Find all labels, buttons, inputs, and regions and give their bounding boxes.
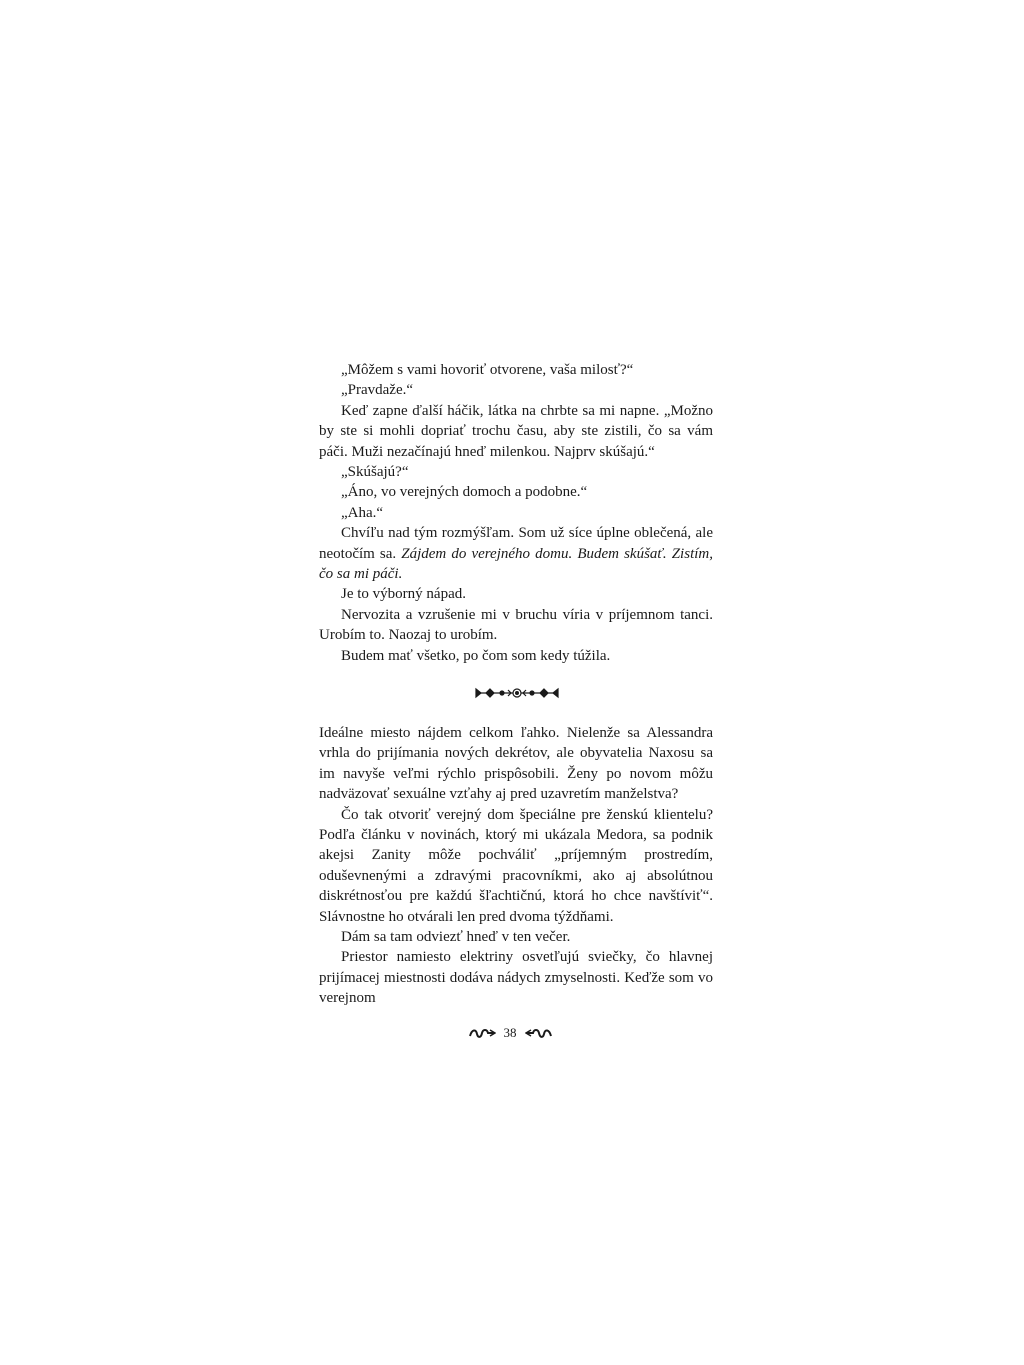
paragraph: Dám sa tam odviezť hneď v ten večer. — [341, 929, 571, 946]
paragraph: „Môžem s vami hovoriť otvorene, vaša milosť?“ — [341, 362, 634, 378]
text-section-1 — [319, 360, 713, 666]
paragraph: „Áno, vo verejných domoch a podobne.“ — [341, 484, 588, 501]
paragraph: Keď zapne ďalší háčik, látka na chrbte sa mi napne. „Možno by ste si mohli dopriať trochu času, aby ste zistili, čo sa vám páči. Muži nezačínajú hneď milenkou. Najprv skúšajú.“ — [319, 402, 713, 460]
paragraph — [319, 523, 713, 584]
folio-right-ornament-icon — [525, 1027, 553, 1039]
scene-break-ornament-icon — [474, 686, 560, 700]
paragraph: Čo tak otvoriť verejný dom špeciálne pre ženskú klientelu? Podľa článku v novinách, ktorý mi ukázala Medora, sa podnik akejsi Zanity môže pochváliť „príjemným prostredím, oduševnenými a zdravými pracovníkmi, ako aj absolútnou diskrétnosťou pre každú šľachtičnú, ktorá ho chce navštíviť“. Slávnostne ho otvárali len pred dvoma týždňami. — [319, 806, 713, 925]
paragraph: Budem mať všetko, po čom som kedy túžila. — [341, 647, 611, 664]
page-folio — [440, 1023, 580, 1043]
italic-thought: Zájdem do verejného domu. Budem skúšať. Zistím, čo sa mi páči. — [319, 545, 713, 583]
folio-left-ornament-icon — [468, 1027, 496, 1039]
paragraph: Nervozita a vzrušenie mi v bruchu víria v príjemnom tanci. Urobím to. Naozaj to urobím. — [319, 606, 713, 644]
paragraph: „Aha.“ — [341, 504, 384, 521]
paragraph: „Pravdaže.“ — [341, 382, 414, 399]
paragraph: „Skúšajú?“ — [341, 464, 409, 481]
text-section-2 — [319, 723, 713, 1009]
page-number: 38 — [503, 1025, 517, 1040]
paragraph: Ideálne miesto nájdem celkom ľahko. Nielenže sa Alessandra vrhla do prijímania nových dekrétov, ale obyvatelia Naxosu sa im navyše veľmi rýchlo prispôsobili. Ženy po novom môžu nadväzovať sexuálne vzťahy aj pred uzavretím manželstva? — [319, 725, 713, 803]
paragraph: Je to výborný nápad. — [341, 586, 466, 603]
paragraph: Priestor namiesto elektriny osvetľujú sviečky, čo hlavnej prijímacej miestnosti dodáva nádych zmyselnosti. Keďže som vo verejnom — [319, 949, 713, 1007]
paragraph-text: Chvíľu nad tým rozmýšľam. Som už síce úplne oblečená, ale neotočím sa. — [319, 525, 713, 562]
